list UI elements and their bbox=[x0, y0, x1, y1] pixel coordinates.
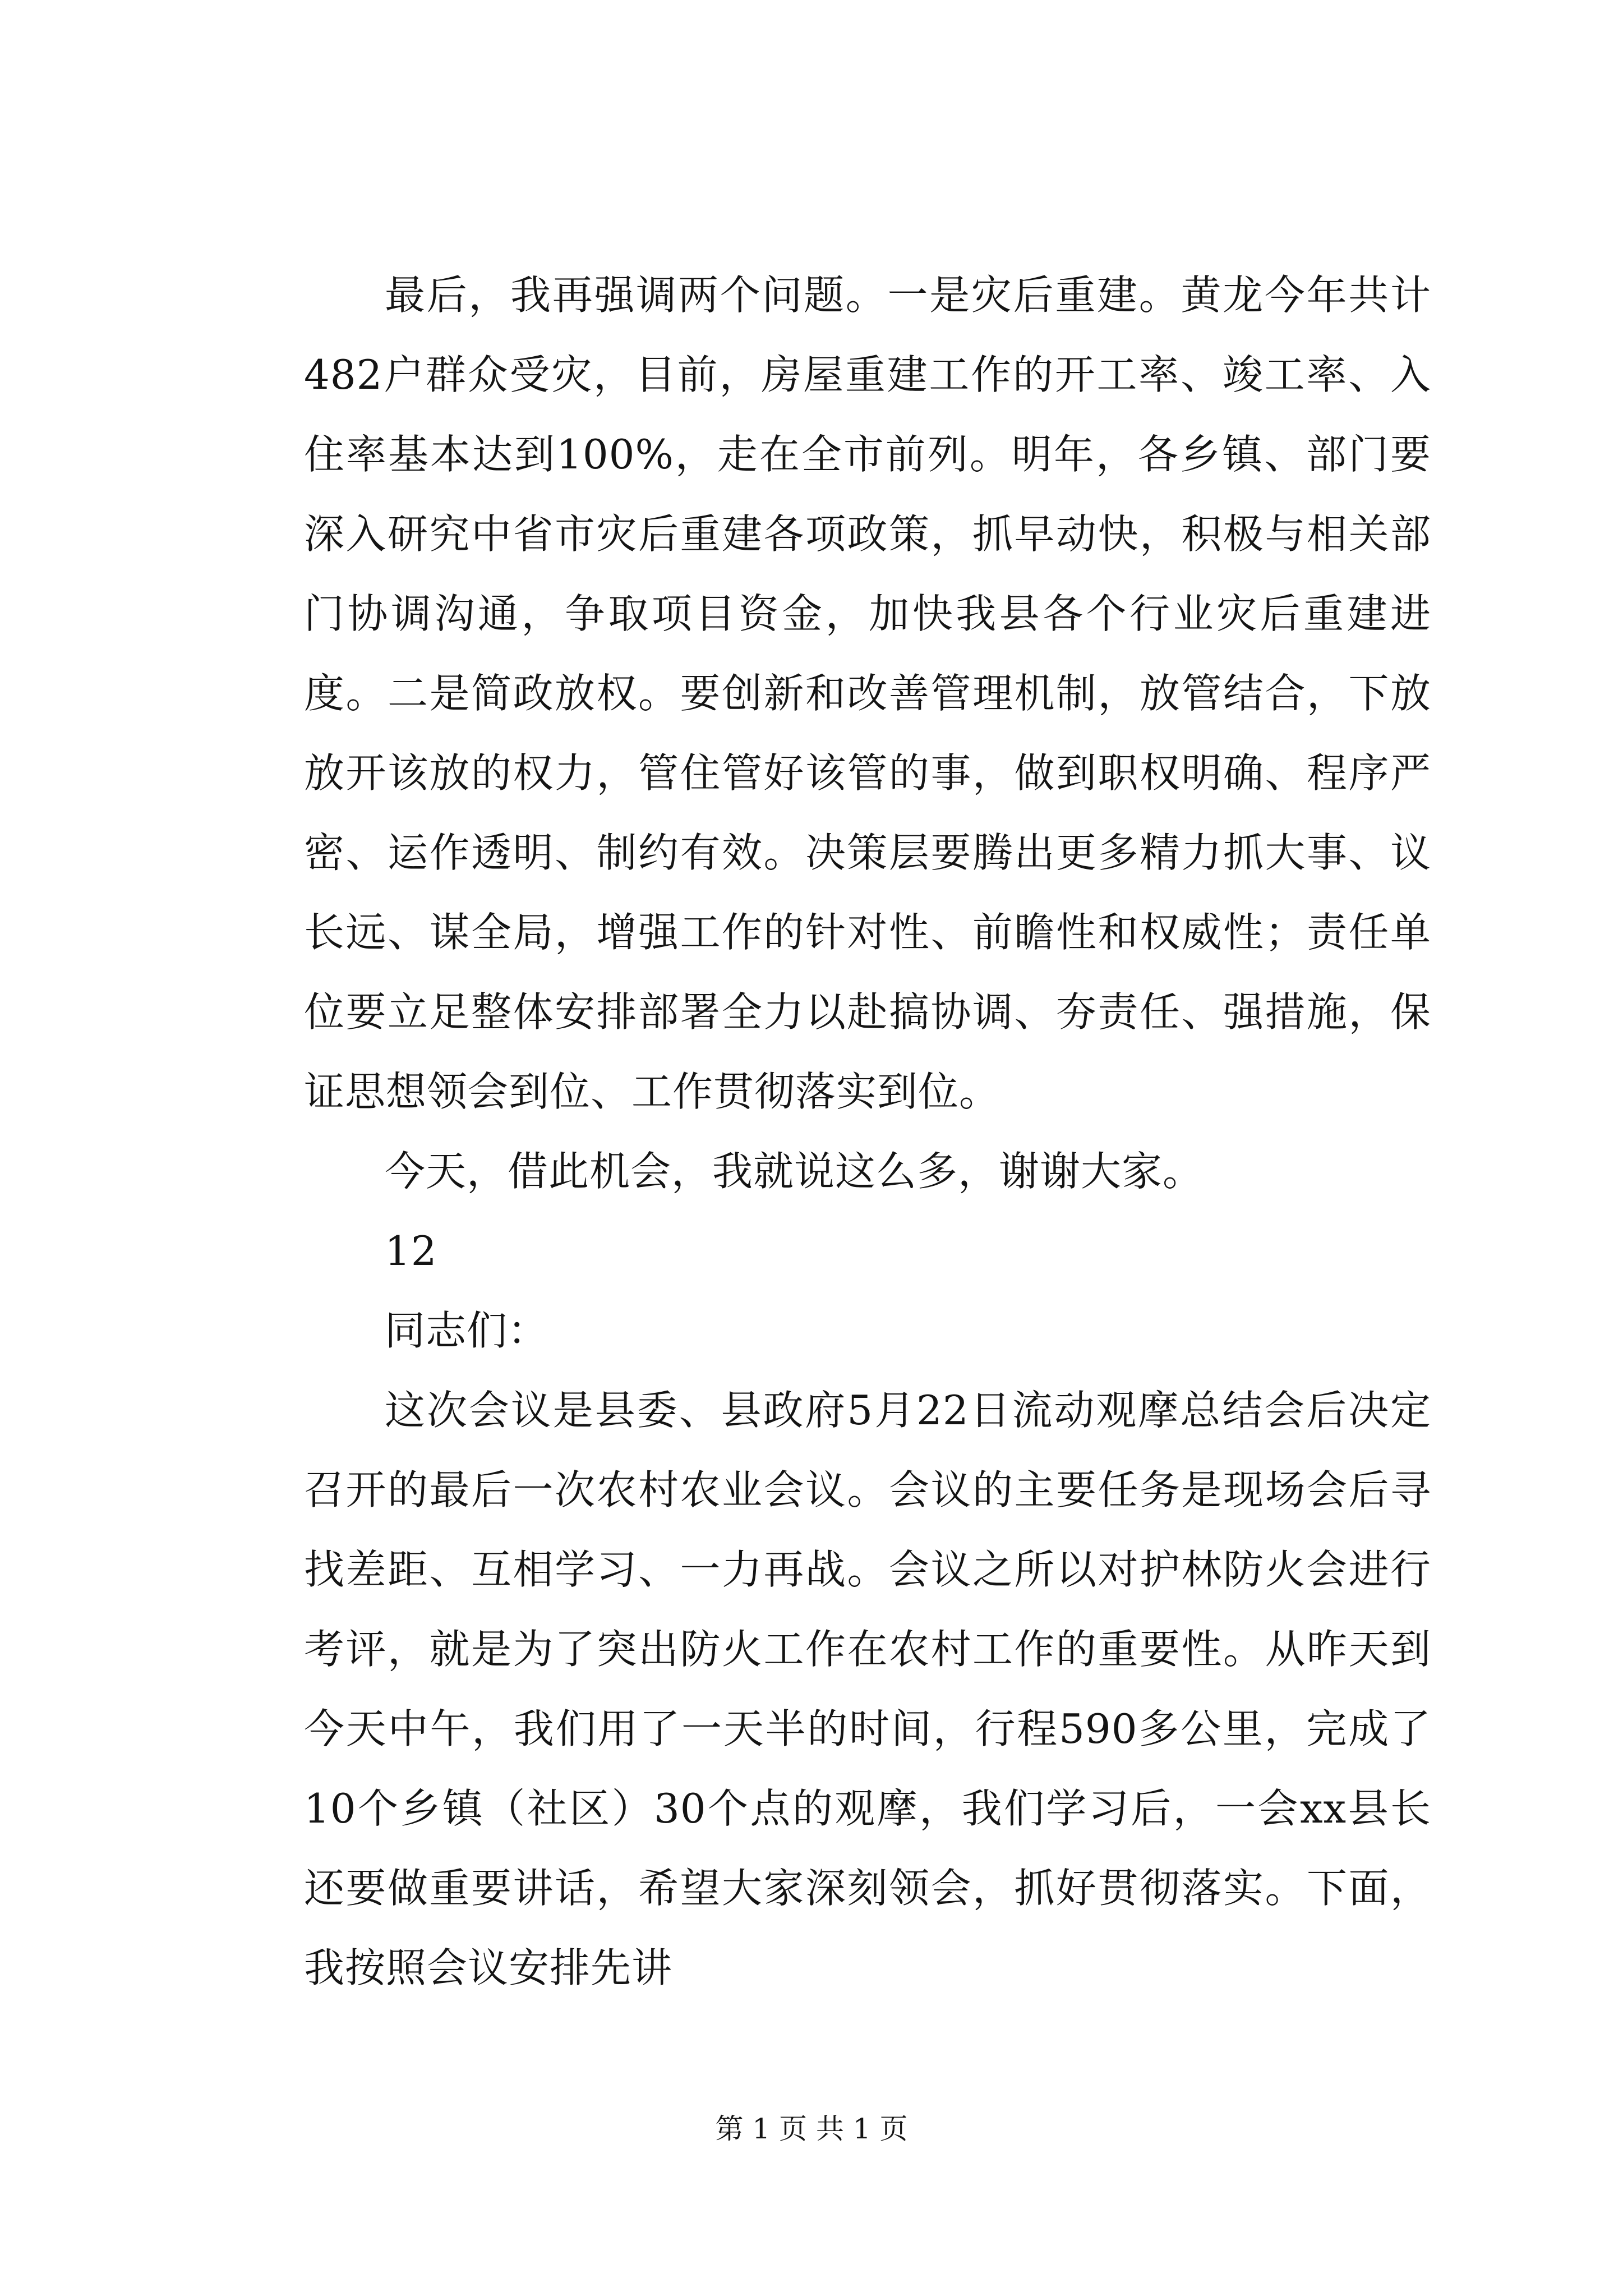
section-number: 12 bbox=[385, 1227, 437, 1274]
paragraph-closing-thanks: 今天，借此机会，我就说这么多，谢谢大家。 bbox=[385, 1148, 1204, 1195]
paragraph-disaster-reconstruction: 最后，我再强调两个问题。一是灾后重建。黄龙今年共计482户群众受灾，目前，房屋重建工作的开工率、竣工率、入住率基本达到100%，走在全市前列。明年，各乡镇、部门要深入研究中省市灾后重建各项政策，抓早动快，积极与相关部门协调沟通，争取项目资金，加快我县各个行业灾后重建进度。二是简政放权。要创新和改善管理机制，放管结合，下放放开该放的权力，管住管好该管的事，做到职权明确、程序严密、运作透明、制约有效。决策层要腾出更多精力抓大事、议长远、谋全局，增强工作的针对性、前瞻性和权威性；责任单位要立足整体安排部署全力以赴搞协调、夯责任、强措施，保证思想领会到位、工作贯彻落实到位。 bbox=[304, 272, 1431, 1115]
document-body bbox=[304, 255, 1431, 2008]
paragraph-meeting-intro: 这次会议是县委、县政府5月22日流动观摩总结会后决定召开的最后一次农村农业会议。会议的主要任务是现场会后寻找差距、互相学习、一力再战。会议之所以对护林防火会进行考评，就是为了突出防火工作在农村工作的重要性。从昨天到今天中午，我们用了一天半的时间，行程590多公里，完成了10个乡镇（社区）30个点的观摩，我们学习后，一会xx县长还要做重要讲话，希望大家深刻领会，抓好贯彻落实。下面，我按照会议安排先讲 bbox=[304, 1387, 1431, 1991]
salutation: 同志们： bbox=[385, 1307, 549, 1354]
page-footer: 第 1 页 共 1 页 bbox=[715, 2113, 908, 2145]
